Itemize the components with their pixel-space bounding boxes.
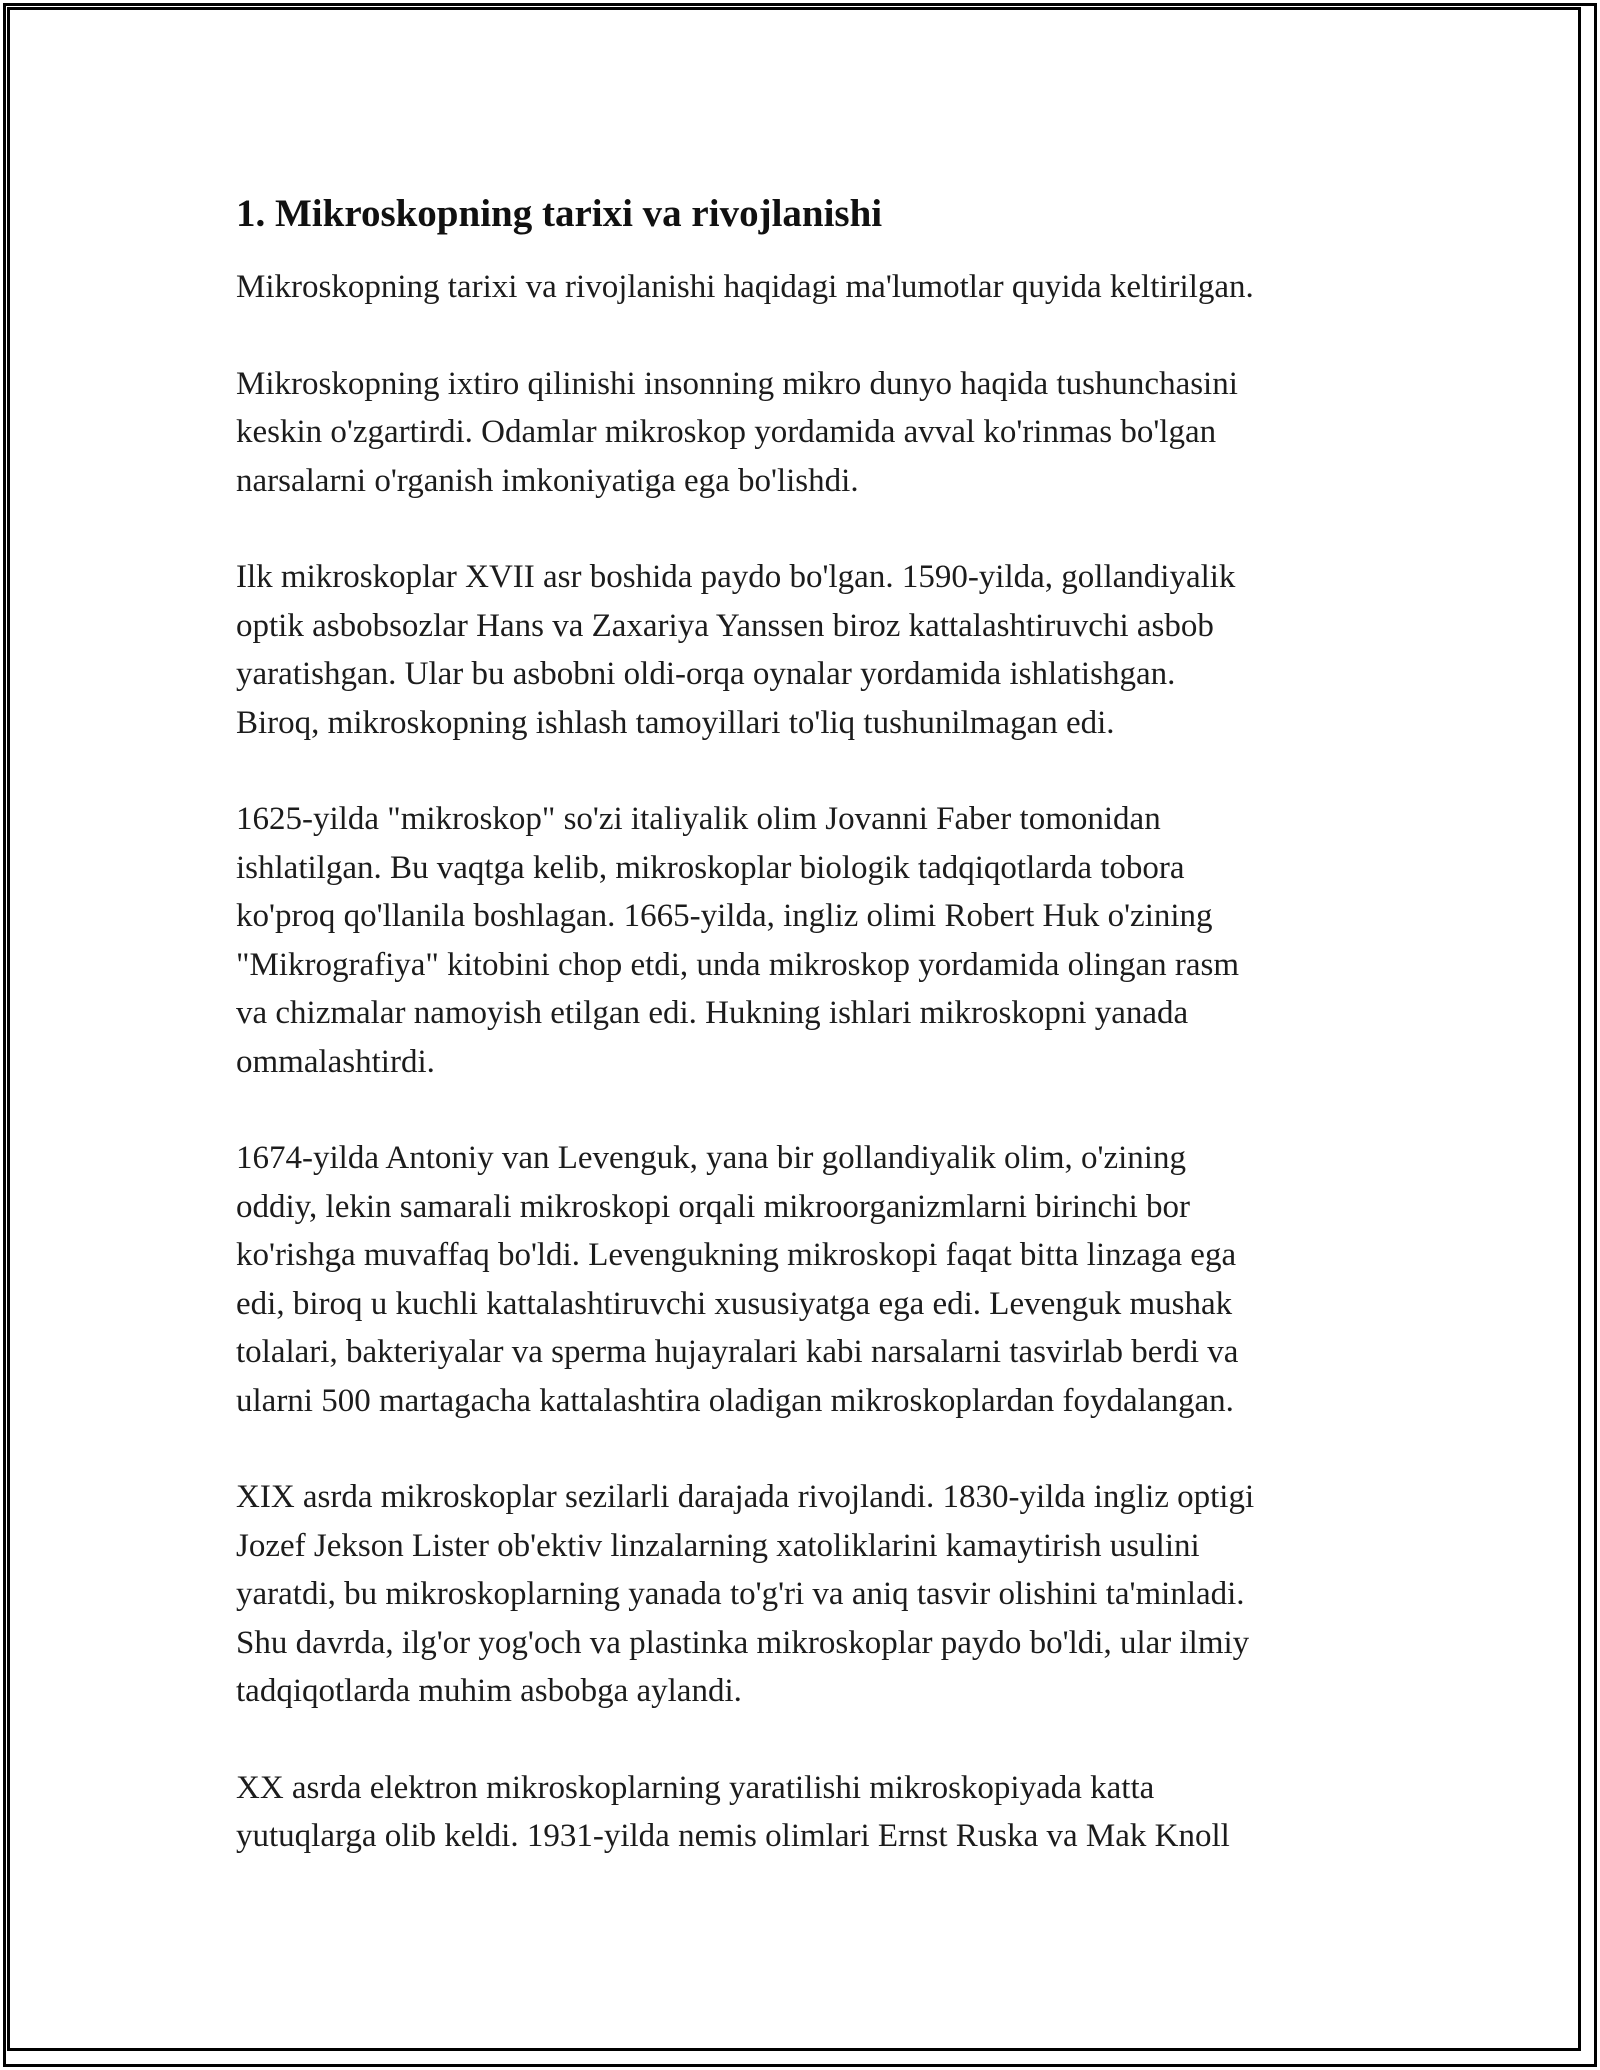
text-line: yaratdi, bu mikroskoplarning yanada to'g'ri va aniq tasvir olishini ta'minladi. (236, 1576, 1245, 1612)
section-heading: 1. Mikroskopning tarixi va rivojlanishi (236, 192, 883, 235)
text-line: Mikroskopning tarixi va rivojlanishi haqidagi ma'lumotlar quyida keltirilgan. (236, 269, 1254, 305)
paragraph-intro (236, 263, 1386, 312)
text-line: edi, biroq u kuchli kattalashtiruvchi xususiyatga ega edi. Levenguk mushak (236, 1285, 1233, 1322)
text-line: Biroq, mikroskopning ishlash tamoyillari to'liq tushunilmagan edi. (236, 704, 1115, 741)
text-line: optik asbobsozlar Hans va Zaxariya Yanssen biroz kattalashtiruvchi asbob (236, 607, 1214, 644)
text-line: va chizmalar namoyish etilgan edi. Hukning ishlari mikroskopni yanada (236, 995, 1189, 1031)
text-line: yutuqlarga olib keldi. 1931-yilda nemis olimlari Ernst Ruska va Mak Knoll (236, 1818, 1230, 1854)
text-line: ko'proq qo'llanila boshlagan. 1665-yilda, ingliz olimi Robert Huk o'zining (236, 898, 1213, 934)
text-line: keskin o'zgartirdi. Odamlar mikroskop yordamida avval ko'rinmas bo'lgan (236, 414, 1217, 450)
text-line: ishlatilgan. Bu vaqtga kelib, mikroskoplar biologik tadqiqotlarda tobora (236, 849, 1185, 886)
paragraph-early-microscopes (236, 553, 1386, 747)
text-line: Ilk mikroskoplar XVII asr boshida paydo bo'lgan. 1590-yilda, gollandiyalik (236, 559, 1236, 595)
text-line: Shu davrda, ilg'or yog'och va plastinka mikroskoplar paydo bo'ldi, ular ilmiy (236, 1624, 1250, 1661)
text-line: tolalari, bakteriyalar va sperma hujayralari kabi narsalarni tasvirlab berdi va (236, 1334, 1239, 1370)
text-line: ko'rishga muvaffaq bo'ldi. Levengukning mikroskopi faqat bitta linzaga ega (236, 1237, 1237, 1273)
text-line: "Mikrografiya" kitobini chop etdi, unda mikroskop yordamida olingan rasm (236, 946, 1240, 983)
text-line: 1674-yilda Antoniy van Levenguk, yana bir gollandiyalik olim, o'zining (236, 1140, 1186, 1176)
text-line: oddiy, lekin samarali mikroskopi orqali mikroorganizmlarni birinchi bor (236, 1188, 1191, 1225)
paragraph-leeuwenhoek (236, 1134, 1386, 1425)
text-line: XX asrda elektron mikroskoplarning yaratilishi mikroskopiyada katta (236, 1769, 1155, 1806)
paragraph-nineteenth-century (236, 1473, 1386, 1716)
paragraph-twentieth-century (236, 1764, 1386, 1861)
text-line: XIX asrda mikroskoplar sezilarli darajada rivojlandi. 1830-yilda ingliz optigi (236, 1479, 1255, 1515)
text-line: Mikroskopning ixtiro qilinishi insonning mikro dunyo haqida tushunchasini (236, 365, 1238, 402)
document-body (236, 185, 1386, 1909)
text-line: 1625-yilda "mikroskop" so'zi italiyalik olim Jovanni Faber tomonidan (236, 801, 1161, 837)
paragraph-microscope-word (236, 795, 1386, 1086)
paragraph-invention (236, 360, 1386, 506)
text-line: ommalashtirdi. (236, 1043, 435, 1080)
text-line: Jozef Jekson Lister ob'ektiv linzalarning xatoliklarini kamaytirish usulini (236, 1527, 1200, 1564)
text-line: tadqiqotlarda muhim asbobga aylandi. (236, 1673, 742, 1709)
text-line: yaratishgan. Ular bu asbobni oldi-orqa oynalar yordamida ishlatishgan. (236, 656, 1176, 692)
text-line: narsalarni o'rganish imkoniyatiga ega bo'lishdi. (236, 462, 859, 499)
text-line: ularni 500 martagacha kattalashtira oladigan mikroskoplardan foydalangan. (236, 1382, 1234, 1419)
